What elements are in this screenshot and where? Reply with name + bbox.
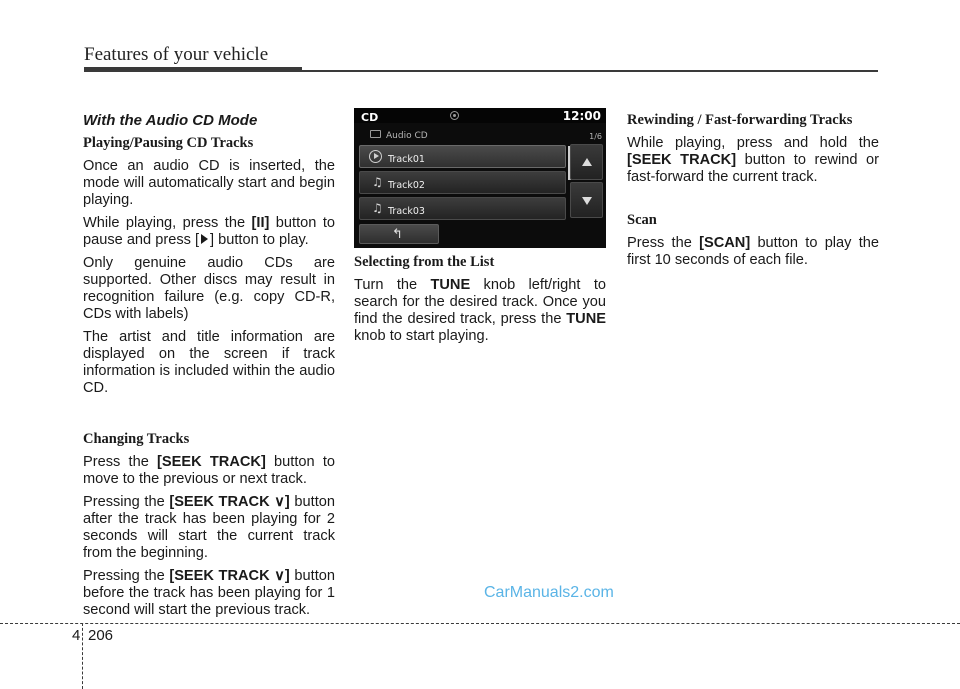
track-row-2[interactable] — [359, 171, 566, 194]
track-label: Track01 — [388, 154, 425, 165]
chapter-number: 4 — [72, 627, 81, 644]
header-rule-thick — [84, 67, 302, 72]
rewind-heading: Rewinding / Fast-forwarding Tracks — [627, 112, 853, 128]
arrow-up-icon — [582, 158, 592, 166]
selecting-heading: Selecting from the List — [354, 254, 495, 270]
footer-divider — [82, 623, 83, 689]
column-left — [83, 108, 335, 625]
track-label: Track02 — [388, 180, 425, 191]
header-rule-thin — [300, 70, 878, 72]
screen-clock: 12:00 — [562, 109, 601, 123]
disc-icon — [450, 111, 459, 120]
music-note-icon: ♫ — [372, 201, 383, 215]
track-row-3[interactable] — [359, 197, 566, 220]
playing-heading: Playing/Pausing CD Tracks — [83, 135, 254, 151]
paragraph-seek: Press the [SEEK TRACK] button to move to the previous or next track. — [83, 454, 336, 487]
screen-folder-bar — [354, 125, 568, 141]
paragraph-pause-play: While playing, press the [II] button to pause and press [ ] button to play. — [83, 215, 335, 248]
paragraph-seek-previous: Pressing the [SEEK TRACK ∨] button before the track has been playing for 1 second will start the previous track. — [83, 568, 335, 618]
play-icon — [201, 234, 208, 244]
cd-screen-illustration — [354, 108, 606, 248]
section-title: With the Audio CD Mode — [83, 112, 258, 129]
scroll-down-button[interactable] — [570, 182, 603, 218]
paragraph-artist-info: The artist and title information are displayed on the screen if track information is included within the audio CD. — [83, 329, 335, 396]
play-circle-icon — [369, 150, 382, 163]
music-note-icon: ♫ — [372, 175, 383, 189]
arrow-down-icon — [582, 197, 592, 205]
back-arrow-icon: ↰ — [392, 227, 403, 242]
paragraph-tune-knob: Turn the TUNE knob left/right to search for the desired track. Once you find the desired track, press the TUNE knob to start playing. — [354, 277, 606, 344]
scroll-up-button[interactable] — [570, 144, 603, 180]
screen-track-count: 1/6 — [589, 132, 602, 141]
paragraph-autoplay: Once an audio CD is inserted, the mode will automatically start and begin playing. — [83, 158, 335, 208]
paragraph-scan: Press the [SCAN] button to play the first 10 seconds of each file. — [627, 235, 880, 268]
track-row-1[interactable] — [359, 145, 566, 168]
footer-rule — [0, 623, 960, 624]
paragraph-seek-restart: Pressing the [SEEK TRACK ∨] button after the track has been playing for 2 seconds will start the current track from the beginning. — [83, 494, 335, 561]
changing-heading: Changing Tracks — [83, 431, 190, 447]
screen-scroll-buttons — [568, 144, 605, 218]
back-button[interactable] — [359, 224, 439, 244]
folder-icon — [370, 130, 381, 138]
screen-folder-label: Audio CD — [386, 131, 428, 141]
screen-mode-label: CD — [361, 111, 379, 124]
watermark-link[interactable]: CarManuals2.com — [484, 584, 614, 601]
paragraph-rewind: While playing, press and hold the [SEEK TRACK] button to rewind or fast-forward the current track. — [627, 135, 879, 185]
scan-heading: Scan — [627, 212, 657, 228]
page-header-title: Features of your vehicle — [84, 44, 269, 65]
column-middle — [354, 108, 606, 351]
column-right — [627, 108, 879, 275]
screen-status-bar — [354, 108, 606, 123]
paragraph-genuine-cds: Only genuine audio CDs are supported. Other discs may result in recognition failure (e.g. copy CD-R, CDs with labels) — [83, 255, 335, 322]
page-number: 206 — [88, 627, 114, 644]
track-label: Track03 — [388, 206, 425, 217]
